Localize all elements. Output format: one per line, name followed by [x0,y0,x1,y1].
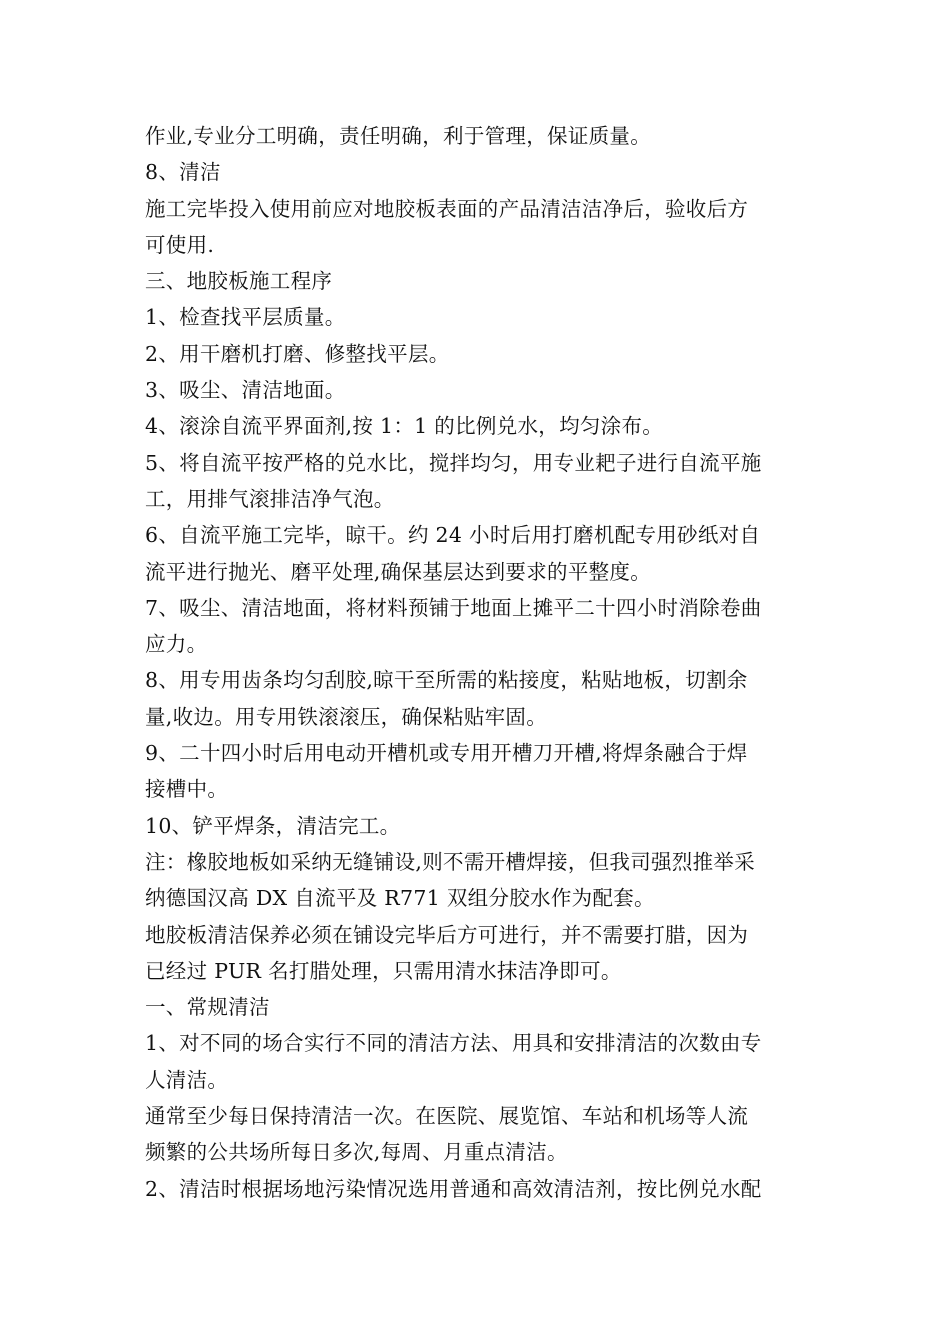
text-line: 可使用. [145,232,215,257]
list-item: 2、清洁时根据场地污染情况选用普通和高效清洁剂，按比例兑水配 [145,1176,762,1201]
section-heading: 三、地胶板施工程序 [145,269,333,294]
list-item-continuation: 工，用排气滚排洁净气泡。 [145,486,395,511]
list-item-continuation: 应力。 [145,632,208,657]
list-item-continuation: 量,收边。用专用铁滚滚压，确保粘贴牢固。 [145,704,548,729]
list-item: 1、检查找平层质量。 [145,305,346,330]
list-item: 7、吸尘、清洁地面，将材料预铺于地面上摊平二十四小时消除卷曲 [145,595,762,620]
list-item: 9、二十四小时后用电动开槽机或专用开槽刀开槽,将焊条融合于焊 [145,741,748,766]
list-item: 10、铲平焊条，清洁完工。 [145,813,401,838]
note-line: 注：橡胶地板如采纳无缝铺设,则不需开槽焊接，但我司强烈推举采 [145,849,756,874]
list-item-continuation: 接槽中。 [145,777,229,802]
list-item: 1、对不同的场合实行不同的清洁方法、用具和安排清洁的次数由专 [145,1031,762,1056]
list-item: 5、将自流平按严格的兑水比，搅拌均匀，用专业耙子进行自流平施 [145,450,762,475]
document-body [145,118,825,1207]
section-heading: 一、常规清洁 [145,995,270,1020]
list-item-continuation: 人清洁。 [145,1067,229,1092]
text-line: 作业,专业分工明确，责任明确，利于管理，保证质量。 [145,124,652,148]
list-item: 8、用专用齿条均匀刮胶,晾干至所需的粘接度，粘贴地板，切割余 [145,668,748,693]
list-item: 6、自流平施工完毕，晾干。约 24 小时后用打磨机配专用砂纸对自 [145,523,761,548]
text-line: 已经过 PUR 名打腊处理，只需用清水抹洁净即可。 [145,958,622,983]
list-item-continuation: 流平进行抛光、磨平处理,确保基层达到要求的平整度。 [145,559,652,584]
text-line: 施工完毕投入使用前应对地胶板表面的产品清洁洁净后，验收后方 [145,196,749,221]
list-item: 3、吸尘、清洁地面。 [145,378,346,403]
list-item: 4、滚涂自流平界面剂,按 1：1 的比例兑水，均匀涂布。 [145,414,664,439]
list-item: 2、用干磨机打磨、修整找平层。 [145,341,450,366]
note-line: 纳德国汉高 DX 自流平及 R771 双组分胶水作为配套。 [145,886,655,911]
text-line: 地胶板清洁保养必须在铺设完毕后方可进行，并不需要打腊，因为 [145,922,749,947]
text-line: 通常至少每日保持清洁一次。在医院、展览馆、车站和机场等人流 [145,1104,749,1129]
section-heading: 8、清洁 [145,160,221,185]
text-line: 频繁的公共场所每日多次,每周、月重点清洁。 [145,1140,568,1165]
